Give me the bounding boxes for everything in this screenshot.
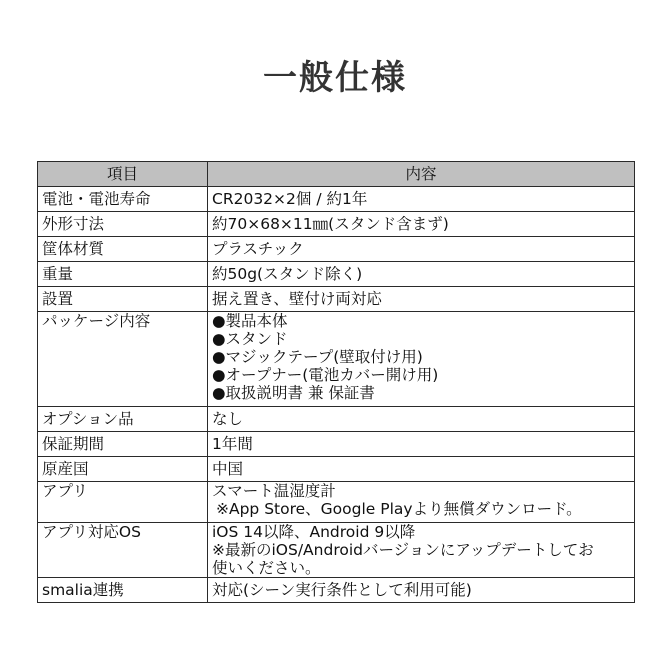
row-value: 約50g(スタンド除く)	[208, 262, 635, 287]
row-label: オプション品	[38, 407, 208, 432]
table-row-options	[38, 407, 635, 432]
row-value: プラスチック	[208, 237, 635, 262]
row-value	[208, 312, 635, 407]
table-row-origin	[38, 457, 635, 482]
os-note-cont: 使いください。	[212, 559, 321, 577]
row-label: smalia連携	[38, 578, 208, 603]
package-item: ●オープナー(電池カバー開け用)	[212, 366, 439, 384]
app-note: ※App Store、Google Playより無償ダウンロード。	[216, 500, 582, 518]
table-row-dimensions	[38, 212, 635, 237]
row-value: 据え置き、壁付け両対応	[208, 287, 635, 312]
table-row-app-os	[38, 523, 635, 578]
package-item: ●スタンド	[212, 330, 288, 348]
table-row-battery	[38, 187, 635, 212]
row-label: アプリ	[38, 482, 208, 523]
row-value: 対応(シーン実行条件として利用可能)	[208, 578, 635, 603]
package-item: ●マジックテープ(壁取付け用)	[212, 348, 423, 366]
table-header-row	[38, 162, 635, 187]
row-label: 原産国	[38, 457, 208, 482]
page-title: 一般仕様	[263, 58, 407, 98]
spec-table	[37, 161, 635, 603]
row-label: パッケージ内容	[38, 312, 208, 407]
package-item: ●取扱説明書 兼 保証書	[212, 384, 375, 402]
table-row-package	[38, 312, 635, 407]
header-content: 内容	[208, 162, 635, 187]
table-row-installation	[38, 287, 635, 312]
row-value: 1年間	[208, 432, 635, 457]
row-label: 保証期間	[38, 432, 208, 457]
row-label: 電池・電池寿命	[38, 187, 208, 212]
row-value: CR2032×2個 / 約1年	[208, 187, 635, 212]
app-name: スマート温湿度計	[212, 482, 336, 500]
row-label: 重量	[38, 262, 208, 287]
row-value	[208, 523, 635, 578]
table-row-smalia	[38, 578, 635, 603]
row-value: 約70×68×11㎜(スタンド含まず)	[208, 212, 635, 237]
row-value: 中国	[208, 457, 635, 482]
table-row-app	[38, 482, 635, 523]
table-row-material	[38, 237, 635, 262]
table-row-weight	[38, 262, 635, 287]
os-note: ※最新のiOS/Androidバージョンにアップデートしてお	[212, 541, 594, 559]
row-value	[208, 482, 635, 523]
header-item: 項目	[38, 162, 208, 187]
row-label: アプリ対応OS	[38, 523, 208, 578]
os-versions: iOS 14以降、Android 9以降	[212, 523, 416, 541]
row-value: なし	[208, 407, 635, 432]
row-label: 外形寸法	[38, 212, 208, 237]
row-label: 設置	[38, 287, 208, 312]
row-label: 筐体材質	[38, 237, 208, 262]
table-row-warranty	[38, 432, 635, 457]
package-item: ●製品本体	[212, 312, 288, 330]
